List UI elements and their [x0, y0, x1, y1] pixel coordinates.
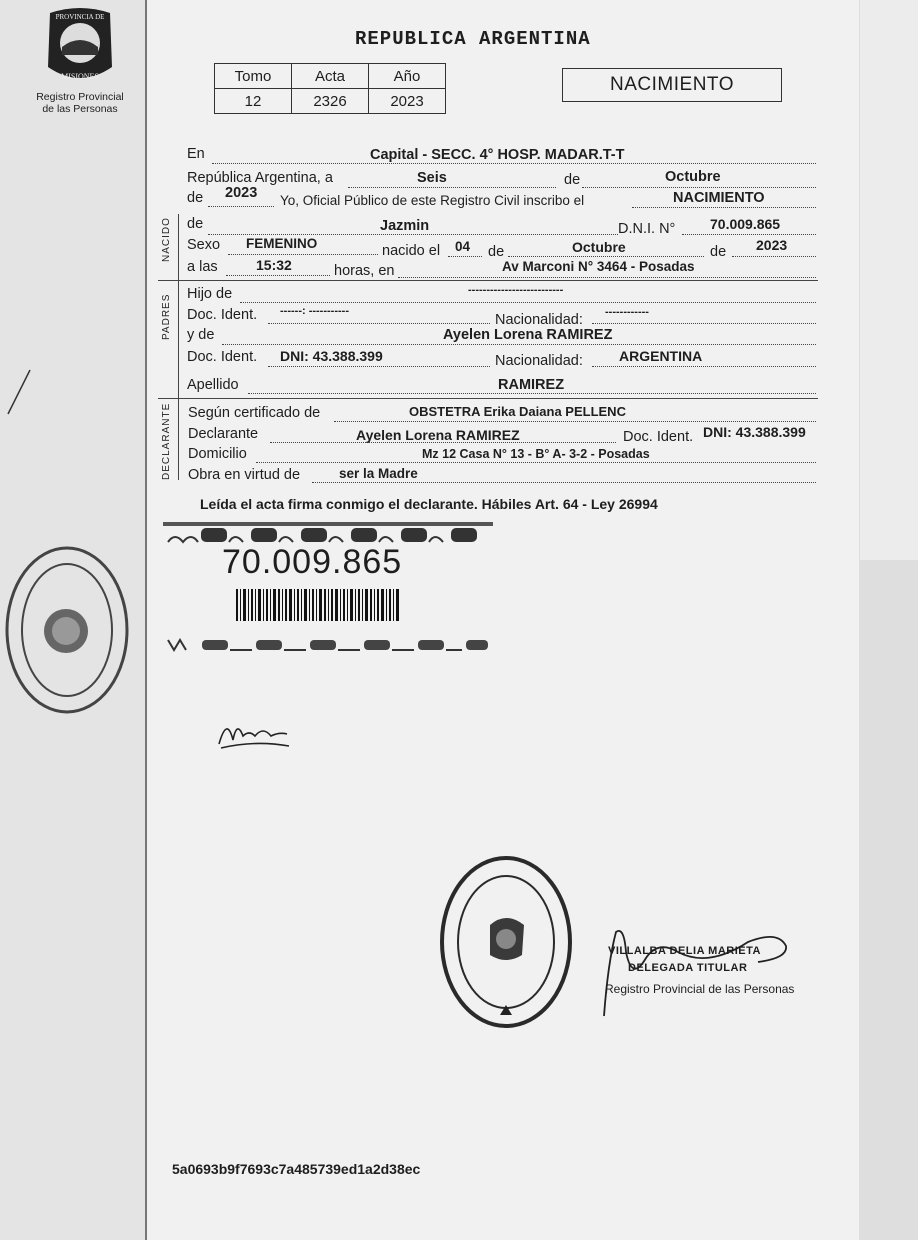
section-divider-line [178, 214, 179, 480]
barcode-icon [236, 589, 400, 621]
table-header-row [215, 64, 446, 89]
field-label: Doc. Ident. [187, 307, 258, 323]
section-separator [158, 280, 818, 281]
record-table [214, 63, 446, 114]
birth-month-value: Octubre [572, 239, 626, 255]
security-pattern-bottom [166, 636, 492, 654]
field-label: nacido el [382, 243, 441, 259]
day-value: Seis [417, 170, 447, 186]
dotted-line [226, 275, 330, 276]
dotted-line [248, 393, 816, 394]
dotted-line [312, 482, 816, 483]
mother-doc-value: DNI: 43.388.399 [280, 348, 383, 364]
dotted-line [268, 366, 490, 367]
dotted-line [208, 234, 618, 235]
page-title: REPUBLICA ARGENTINA [355, 28, 591, 50]
dotted-line [240, 302, 816, 303]
dotted-line [592, 323, 816, 324]
field-label: En [187, 146, 205, 162]
field-label: Apellido [187, 377, 239, 393]
dotted-line [348, 187, 556, 188]
mother-name-value: Ayelen Lorena RAMIREZ [443, 327, 613, 343]
father-name-value: -------------------------- [468, 284, 564, 296]
table-header: Tomo [215, 64, 292, 89]
field-label: Doc. Ident. [187, 349, 258, 365]
table-cell: 2326 [292, 89, 369, 114]
dotted-line [632, 207, 816, 208]
place-value: Capital - SECC. 4° HOSP. MADAR.T-T [370, 147, 625, 163]
field-label: Nacionalidad: [495, 353, 583, 369]
registry-name: Registro Provincial de las Personas [36, 91, 124, 115]
declarant-doc-value: DNI: 43.388.399 [703, 424, 806, 440]
address-value: Mz 12 Casa N° 13 - B° A- 3-2 - Posadas [422, 447, 650, 461]
table-header: Año [369, 64, 446, 89]
father-nationality-value: ------------ [605, 306, 649, 318]
field-label: Nacionalidad: [495, 312, 583, 328]
side-stamp-icon [4, 545, 130, 715]
stamp-text [452, 1040, 453, 1041]
field-label: D.N.I. N° [618, 221, 676, 237]
dotted-line [228, 254, 378, 255]
name-value: Jazmin [380, 218, 430, 234]
father-doc-value: ------: ----------- [280, 305, 349, 317]
dotted-line [592, 366, 816, 367]
section-label-padres: PADRES [161, 293, 172, 340]
time-value: 15:32 [256, 257, 292, 273]
field-label: y de [187, 327, 215, 343]
svg-text:MISIONES: MISIONES [61, 72, 99, 81]
signature-role: DELEGADA TITULAR [628, 962, 748, 974]
field-label: Obra en virtud de [188, 467, 301, 483]
field-label: de [710, 244, 727, 260]
capacity-value: ser la Madre [339, 466, 418, 481]
section-label-nacido: NACIDO [161, 217, 172, 262]
field-label: de [564, 172, 581, 188]
year-value: 2023 [225, 185, 258, 201]
document-hash: 5a0693b9f7693c7a485739ed1a2d38ec [172, 1161, 421, 1177]
dotted-line [208, 206, 274, 207]
signature-org: Registro Provincial de las Personas [605, 982, 795, 996]
official-stamp-icon [438, 855, 574, 1029]
officer-text: Yo, Oficial Público de este Registro Civil inscribo el [280, 193, 585, 208]
dni-value: 70.009.865 [710, 216, 781, 232]
dotted-line [222, 344, 816, 345]
declarant-value: Ayelen Lorena RAMIREZ [356, 427, 520, 443]
field-label: Hijo de [187, 286, 233, 302]
table-row [215, 89, 446, 114]
dotted-line [268, 323, 490, 324]
field-label: Sexo [187, 237, 221, 253]
inscription-value: NACIMIENTO [673, 190, 765, 206]
province-seal-logo [40, 5, 120, 87]
birth-day-value: 04 [455, 239, 471, 254]
section-label-declarante: DECLARANTE [161, 402, 172, 480]
field-label: de [187, 216, 204, 232]
background-sheet [860, 0, 918, 560]
birth-place-value: Av Marconi N° 3464 - Posadas [502, 259, 695, 274]
dotted-line [334, 421, 816, 422]
table-header: Acta [292, 64, 369, 89]
svg-text:PROVINCIA DE: PROVINCIA DE [55, 13, 105, 21]
field-label: horas, en [334, 263, 395, 279]
dotted-line [398, 277, 816, 278]
margin-mark [4, 368, 34, 418]
surname-value: RAMIREZ [498, 377, 565, 393]
section-separator [158, 398, 818, 399]
field-label: de [488, 244, 505, 260]
dni-number-large: 70.009.865 [222, 543, 403, 581]
dotted-line [448, 256, 482, 257]
field-label: a las [187, 259, 218, 275]
closing-statement: Leída el acta firma conmigo el declarante. Hábiles Art. 64 - Ley 26994 [200, 496, 658, 512]
dotted-line [682, 234, 816, 235]
field-label: Según certificado de [188, 405, 321, 421]
month-value: Octubre [665, 169, 721, 185]
dotted-line [582, 187, 816, 188]
dotted-line [732, 256, 816, 257]
dotted-line [256, 462, 816, 463]
table-cell: 12 [215, 89, 292, 114]
field-label: República Argentina, a [187, 170, 333, 186]
field-label: de [187, 190, 204, 206]
dotted-line [508, 256, 704, 257]
sex-value: FEMENINO [246, 236, 318, 251]
field-label: Declarante [188, 426, 259, 442]
field-label: Domicilio [188, 446, 247, 462]
initials-signature [215, 710, 295, 754]
mother-nationality-value: ARGENTINA [619, 348, 703, 364]
certificate-value: OBSTETRA Erika Daiana PELLENC [409, 404, 626, 419]
field-label: Doc. Ident. [623, 429, 694, 445]
birth-year-value: 2023 [756, 237, 788, 253]
dotted-line [212, 163, 816, 164]
table-cell: 2023 [369, 89, 446, 114]
act-type-box: NACIMIENTO [562, 68, 782, 102]
signature-name: VILLALBA DELIA MARIETA [608, 945, 761, 957]
